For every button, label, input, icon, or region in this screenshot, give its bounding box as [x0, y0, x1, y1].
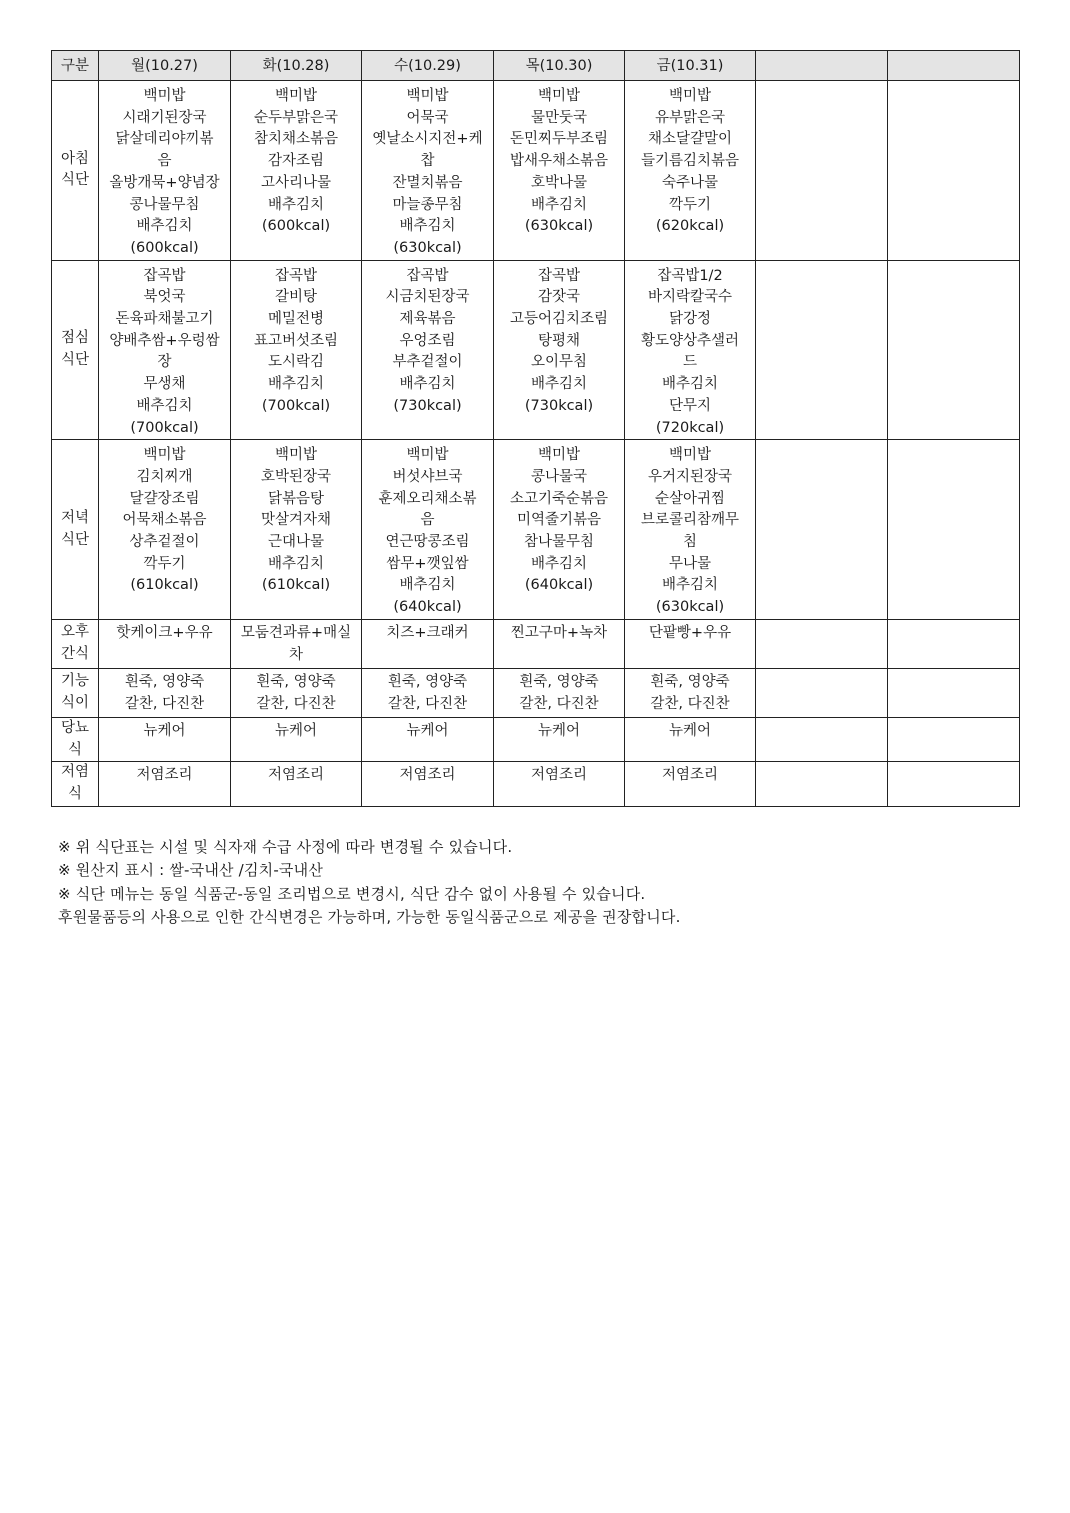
menu-item: 닭볶음탕: [267, 490, 325, 507]
menu-cell: [494, 440, 625, 620]
menu-cell: [362, 440, 494, 620]
menu-item: 흰죽, 영양죽: [650, 673, 730, 690]
menu-item: 오이무침: [530, 354, 588, 371]
menu-item: 차: [288, 646, 303, 663]
day-header: 월(10.27): [99, 51, 231, 81]
menu-item: 배추김치: [399, 376, 456, 393]
row-label-line: 오후: [60, 624, 89, 641]
menu-item: 소고기죽순볶음: [509, 490, 609, 507]
menu-item: 단팥빵+우유: [648, 624, 732, 641]
menu-cell: [625, 762, 756, 806]
diabetic-diet-row: [52, 717, 1020, 761]
breakfast-row: [52, 81, 1020, 261]
menu-item: 숙주나물: [661, 174, 719, 191]
menu-item: 깍두기: [668, 196, 712, 213]
menu-item: (700kcal): [261, 397, 331, 414]
menu-item: 바지락칼국수: [647, 289, 733, 306]
menu-item: 배추김치: [530, 555, 588, 572]
menu-item: 올방개묵+양념장: [109, 174, 220, 191]
menu-item: 배추김치: [136, 218, 193, 235]
menu-item: 배추김치: [136, 397, 193, 414]
menu-cell: [99, 81, 231, 261]
row-label-line: 식단: [60, 531, 89, 548]
row-label-line: 식단: [60, 172, 89, 189]
notes-section: [58, 836, 681, 929]
row-label-line: 당뇨: [60, 719, 89, 736]
menu-item: 침: [682, 534, 697, 551]
menu-cell: [99, 440, 231, 620]
menu-item: 갈찬, 다진찬: [519, 695, 599, 712]
menu-cell: [625, 619, 756, 668]
menu-item: 찐고구마+녹차: [510, 624, 608, 641]
menu-cell: [756, 81, 888, 261]
menu-item: 고등어김치조림: [509, 311, 609, 328]
menu-item: 갈찬, 다진찬: [387, 695, 468, 712]
day-header: 금(10.31): [625, 51, 756, 81]
menu-item: 닭살데리야끼볶: [115, 131, 214, 148]
menu-cell: [888, 260, 1020, 440]
row-label: [52, 762, 99, 806]
dinner-row: [52, 440, 1020, 620]
menu-item: 무나물: [668, 555, 712, 572]
menu-item: 연근땅콩조림: [385, 534, 470, 551]
row-label-line: 식이: [60, 694, 89, 711]
menu-cell: [231, 260, 362, 440]
menu-item: 백미밥: [274, 447, 318, 464]
menu-item: 배추김치: [661, 577, 719, 594]
menu-item: (610kcal): [261, 577, 331, 594]
menu-item: 메밀전병: [267, 311, 325, 328]
menu-cell: [756, 717, 888, 761]
special-diet-row: [52, 668, 1020, 717]
menu-item: 배추김치: [530, 376, 588, 393]
menu-cell: [99, 260, 231, 440]
menu-item: 백미밥: [143, 88, 186, 104]
menu-item: 흰죽, 영양죽: [124, 673, 205, 690]
menu-item: (700kcal): [130, 419, 199, 436]
menu-item: 유부맑은국: [654, 109, 726, 126]
row-label: [52, 668, 99, 717]
menu-item: 저염조리: [530, 767, 588, 784]
menu-item: 쌈무+깻잎쌈: [386, 555, 469, 572]
menu-item: 우엉조림: [399, 332, 456, 349]
note-line: ※ 식단 메뉴는 동일 식품군-동일 조리법으로 변경시, 식단 감수 없이 사용될 수 있습니다.: [58, 884, 646, 903]
menu-item: 갈비탕: [274, 289, 318, 306]
menu-item: 밥새우채소볶음: [509, 153, 609, 170]
menu-item: 채소달걀말이: [647, 131, 733, 148]
menu-item: 뉴케어: [668, 722, 712, 739]
menu-cell: [231, 762, 362, 806]
menu-item: 배추김치: [267, 555, 325, 572]
menu-item: 돈민찌두부조림: [509, 131, 609, 148]
menu-item: (640kcal): [393, 599, 462, 616]
menu-item: 백미밥: [668, 88, 712, 104]
menu-item: 시금치된장국: [385, 289, 470, 306]
menu-cell: [888, 619, 1020, 668]
menu-item: 갈찬, 다진찬: [256, 695, 336, 712]
menu-item: 상추겉절이: [129, 534, 200, 551]
menu-cell: [231, 440, 362, 620]
menu-item: 참치채소볶음: [253, 131, 339, 148]
menu-cell: [99, 762, 231, 806]
menu-item: 김치찌개: [136, 468, 193, 485]
menu-cell: [625, 440, 756, 620]
row-label-line: 간식: [60, 645, 89, 662]
menu-cell: [231, 81, 362, 261]
row-label-line: 저녁: [60, 509, 89, 526]
menu-item: 흰죽, 영양죽: [387, 673, 468, 690]
menu-cell: [362, 668, 494, 717]
row-label-line: 식: [67, 785, 82, 802]
menu-item: 저염조리: [661, 767, 719, 784]
menu-cell: [362, 81, 494, 261]
note-line: ※ 위 식단표는 시설 및 식자재 수급 사정에 따라 변경될 수 있습니다.: [58, 838, 513, 856]
menu-item: 백미밥: [537, 447, 581, 464]
menu-item: 맛살겨자채: [260, 512, 332, 529]
menu-item: 핫케이크+우유: [116, 624, 213, 641]
row-label-line: 기능: [60, 673, 89, 690]
menu-item: 배추김치: [530, 196, 588, 213]
menu-item: 백미밥: [668, 447, 712, 464]
day-header: [888, 51, 1020, 81]
menu-item: 잡곡밥1/2: [657, 267, 723, 284]
category-header: 구분: [52, 51, 99, 81]
menu-item: 부추겉절이: [392, 354, 463, 371]
menu-item: 북엇국: [143, 289, 186, 306]
menu-item: 닭강정: [668, 311, 712, 328]
menu-cell: [231, 619, 362, 668]
menu-item: (600kcal): [130, 239, 199, 256]
menu-item: 음: [157, 153, 172, 170]
menu-item: 돈육파채불고기: [115, 311, 214, 328]
menu-cell: [888, 81, 1020, 261]
menu-cell: [888, 668, 1020, 717]
menu-cell: [99, 668, 231, 717]
row-label-line: 식: [67, 741, 82, 758]
table-body: [52, 81, 1020, 807]
row-label-line: 저염: [60, 764, 89, 781]
menu-item: 저염조리: [399, 767, 456, 784]
row-label: [52, 260, 99, 440]
menu-item: (640kcal): [524, 577, 594, 594]
menu-item: 찹: [420, 153, 435, 170]
row-label-line: 아침: [60, 150, 89, 167]
menu-item: 표고버섯조림: [253, 332, 339, 349]
menu-cell: [99, 717, 231, 761]
menu-cell: [231, 668, 362, 717]
menu-item: 도시락김: [267, 354, 325, 371]
menu-item: 깍두기: [143, 555, 186, 572]
menu-item: 갈찬, 다진찬: [124, 695, 205, 712]
menu-item: 백미밥: [406, 88, 449, 104]
menu-item: 배추김치: [267, 196, 325, 213]
menu-item: 치즈+크래커: [386, 624, 469, 641]
menu-item: (730kcal): [524, 397, 594, 414]
note-line: 후원물품등의 사용으로 인한 간식변경은 가능하며, 가능한 동일식품군으로 제공을 권장합니다.: [58, 907, 681, 926]
row-label-line: 식단: [60, 351, 89, 368]
day-header: 목(10.30): [494, 51, 625, 81]
menu-cell: [625, 668, 756, 717]
menu-item: (730kcal): [393, 397, 462, 414]
menu-item: 뉴케어: [274, 722, 318, 739]
snack-row: [52, 619, 1020, 668]
menu-item: 미역줄기볶음: [516, 512, 602, 529]
menu-item: (610kcal): [130, 577, 199, 594]
menu-item: 시래기된장국: [122, 109, 207, 126]
menu-cell: [494, 260, 625, 440]
menu-item: 근대나물: [267, 534, 325, 551]
menu-cell: [362, 717, 494, 761]
menu-cell: [99, 619, 231, 668]
menu-cell: [494, 668, 625, 717]
meal-plan-table: [51, 50, 1020, 807]
low-salt-diet-row: [52, 762, 1020, 806]
lunch-row: [52, 260, 1020, 440]
row-label: [52, 717, 99, 761]
menu-cell: [888, 440, 1020, 620]
menu-item: 잡곡밥: [406, 267, 449, 284]
menu-item: 백미밥: [537, 88, 581, 104]
menu-item: (630kcal): [524, 218, 594, 235]
menu-item: 배추김치: [399, 218, 456, 235]
menu-item: 순두부맑은국: [253, 109, 339, 126]
menu-item: 어묵채소볶음: [122, 512, 207, 529]
menu-item: 백미밥: [274, 88, 318, 104]
menu-item: (600kcal): [261, 218, 331, 235]
menu-item: 뉴케어: [406, 722, 449, 739]
row-label-line: 점심: [60, 330, 89, 347]
menu-item: 무생채: [143, 376, 186, 393]
menu-item: 참나물무침: [523, 534, 595, 551]
menu-item: 배추김치: [267, 376, 325, 393]
menu-item: 갈찬, 다진찬: [650, 695, 730, 712]
menu-item: 흰죽, 영양죽: [519, 673, 599, 690]
menu-item: 옛날소시지전+케: [372, 131, 483, 148]
menu-item: 음: [420, 512, 435, 529]
menu-item: (630kcal): [655, 599, 725, 616]
header-row: [52, 51, 1020, 81]
menu-item: 모둠견과류+매실: [240, 624, 352, 641]
menu-cell: [231, 717, 362, 761]
menu-item: 달걀장조림: [129, 490, 200, 507]
note-line: ※ 원산지 표시 : 쌀-국내산 /김치-국내산: [58, 861, 324, 880]
menu-cell: [756, 619, 888, 668]
menu-cell: [888, 762, 1020, 806]
menu-item: (620kcal): [655, 218, 725, 235]
menu-item: 버섯샤브국: [392, 468, 463, 485]
menu-item: (630kcal): [393, 239, 462, 256]
menu-cell: [756, 260, 888, 440]
menu-item: 잔멸치볶음: [392, 174, 463, 191]
menu-item: 탕평채: [537, 332, 581, 349]
menu-cell: [756, 668, 888, 717]
menu-item: 제육볶음: [399, 311, 456, 328]
menu-item: 순살아귀찜: [654, 490, 726, 507]
menu-cell: [494, 619, 625, 668]
menu-cell: [494, 762, 625, 806]
menu-item: 콩나물국: [530, 468, 588, 485]
menu-cell: [625, 260, 756, 440]
menu-cell: [494, 81, 625, 261]
menu-item: 고사리나물: [260, 174, 332, 191]
menu-cell: [756, 762, 888, 806]
menu-item: 양배추쌈+우렁쌈: [109, 332, 220, 349]
menu-item: 잡곡밥: [274, 267, 318, 284]
menu-item: 백미밥: [406, 447, 449, 464]
menu-item: 훈제오리채소볶: [378, 490, 477, 507]
menu-item: 브로콜리참깨무: [640, 512, 740, 529]
menu-cell: [625, 717, 756, 761]
menu-item: 들기름김치볶음: [640, 153, 740, 170]
menu-cell: [625, 81, 756, 261]
menu-item: 감잣국: [537, 289, 581, 306]
menu-item: 배추김치: [399, 577, 456, 594]
menu-item: 흰죽, 영양죽: [256, 673, 336, 690]
menu-item: 잡곡밥: [537, 267, 581, 284]
menu-item: 물만둣국: [530, 109, 588, 126]
menu-item: 감자조림: [267, 153, 325, 170]
menu-item: 황도양상추샐러: [640, 332, 740, 349]
menu-cell: [362, 619, 494, 668]
menu-item: 호박된장국: [260, 468, 332, 485]
menu-item: 호박나물: [530, 174, 588, 191]
menu-cell: [362, 762, 494, 806]
menu-item: 잡곡밥: [143, 267, 186, 284]
menu-item: 어묵국: [406, 109, 449, 126]
row-label: [52, 619, 99, 668]
day-header: [756, 51, 888, 81]
menu-item: 드: [682, 354, 697, 371]
menu-item: 뉴케어: [143, 722, 186, 739]
menu-item: 배추김치: [661, 376, 719, 393]
row-label: [52, 81, 99, 261]
menu-cell: [888, 717, 1020, 761]
row-label: [52, 440, 99, 620]
menu-cell: [494, 717, 625, 761]
day-header: 수(10.29): [362, 51, 494, 81]
day-header: 화(10.28): [231, 51, 362, 81]
menu-item: 저염조리: [136, 767, 193, 784]
menu-cell: [362, 260, 494, 440]
menu-item: 저염조리: [267, 767, 325, 784]
menu-item: 마늘종무침: [392, 196, 463, 213]
menu-cell: [756, 440, 888, 620]
menu-item: 단무지: [668, 397, 712, 414]
menu-item: 우거지된장국: [647, 468, 733, 485]
menu-item: (720kcal): [655, 419, 725, 436]
menu-item: 뉴케어: [537, 722, 581, 739]
menu-item: 백미밥: [143, 447, 186, 464]
menu-item: 콩나물무침: [129, 196, 200, 213]
menu-item: 장: [157, 354, 172, 371]
